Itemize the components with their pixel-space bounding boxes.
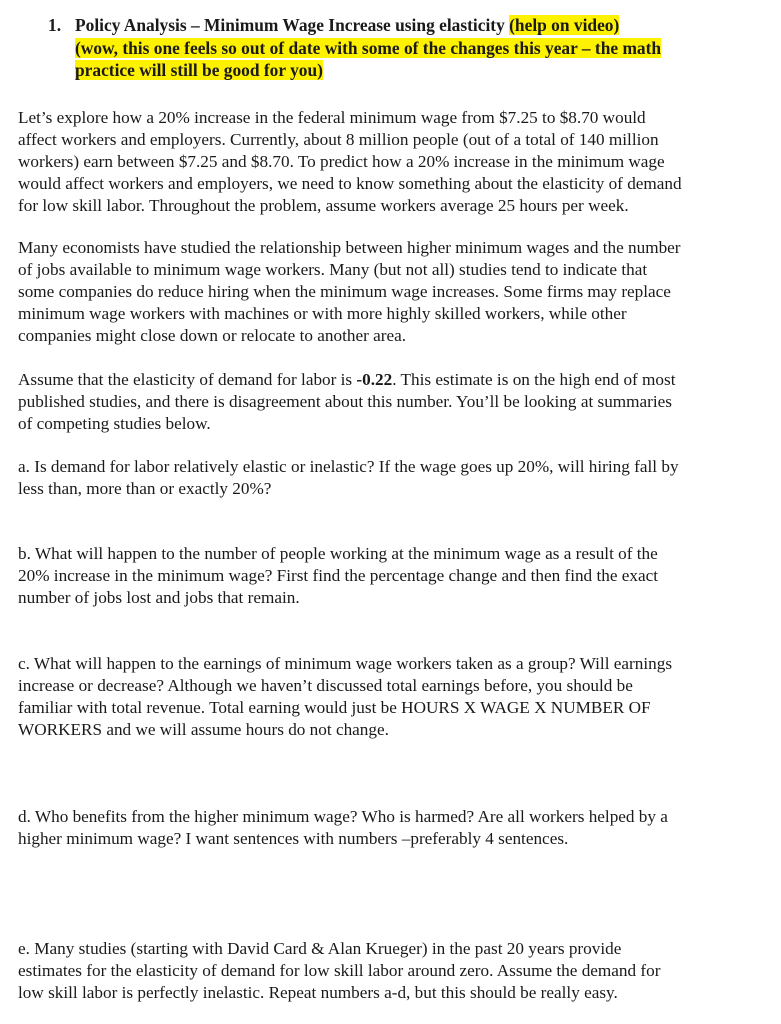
- intro-line: for low skill labor. Throughout the problem, assume workers average 25 hours per week.: [18, 196, 629, 216]
- assume-text-after: . This estimate is on the high end of most: [392, 370, 676, 389]
- question-b-line: number of jobs lost and jobs that remain.: [18, 588, 300, 608]
- assume-paragraph: [18, 369, 763, 435]
- question-d-line: higher minimum wage? I want sentences with numbers –preferably 4 sentences.: [18, 829, 569, 849]
- question-a-line: a. Is demand for labor relatively elastic or inelastic? If the wage goes up 20%, will hiring fall by: [18, 457, 679, 476]
- intro-line: affect workers and employers. Currently, about 8 million people (out of a total of 140 million: [18, 130, 659, 150]
- question-b-line: 20% increase in the minimum wage? First find the percentage change and then find the exact: [18, 566, 658, 586]
- help-on-video-highlight: (help on video): [509, 15, 620, 35]
- question-c-line: increase or decrease? Although we haven’t discussed total earnings before, you should be: [18, 676, 633, 696]
- economists-line: of jobs available to minimum wage workers. Many (but not all) studies tend to indicate that: [18, 260, 648, 280]
- heading-line-1: [75, 14, 755, 37]
- problem-number: 1.: [48, 15, 62, 35]
- assume-line-1: [18, 369, 763, 391]
- question-c-line: familiar with total revenue. Total earning would just be HOURS X WAGE X NUMBER OF: [18, 698, 651, 718]
- question-e-line: estimates for the elasticity of demand for low skill labor around zero. Assume the demand for: [18, 961, 661, 981]
- question-e-line: e. Many studies (starting with David Card & Alan Krueger) in the past 20 years provide: [18, 939, 622, 958]
- heading-line-2: [75, 37, 755, 60]
- assume-text-before: Assume that the elasticity of demand for labor is: [18, 370, 357, 389]
- heading-note-line-3: practice will still be good for you): [75, 60, 323, 80]
- assume-line: of competing studies below.: [18, 414, 211, 434]
- question-d-line: d. Who benefits from the higher minimum wage? Who is harmed? Are all workers helped by a: [18, 807, 668, 826]
- question-e: [18, 938, 763, 1004]
- economists-line: Many economists have studied the relationship between higher minimum wages and the number: [18, 238, 681, 257]
- intro-line: workers) earn between $7.25 and $8.70. To predict how a 20% increase in the minimum wage: [18, 152, 665, 172]
- question-a: [18, 456, 763, 500]
- question-c: [18, 653, 763, 741]
- question-d: [18, 806, 763, 850]
- heading-title: Policy Analysis – Minimum Wage Increase using elasticity: [75, 15, 510, 35]
- intro-paragraph: [18, 107, 763, 217]
- question-a-line: less than, more than or exactly 20%?: [18, 479, 272, 499]
- intro-line: would affect workers and employers, we need to know something about the elasticity of demand: [18, 174, 682, 194]
- question-c-line: c. What will happen to the earnings of minimum wage workers taken as a group? Will earnings: [18, 654, 673, 673]
- assume-line: published studies, and there is disagreement about this number. You’ll be looking at summaries: [18, 392, 672, 412]
- question-c-line: WORKERS and we will assume hours do not change.: [18, 720, 389, 740]
- economists-paragraph: [18, 237, 763, 347]
- question-b: [18, 543, 763, 609]
- economists-line: minimum wage workers with machines or with more highly skilled workers, while other: [18, 304, 627, 324]
- economists-line: companies might close down or relocate to another area.: [18, 326, 407, 346]
- question-b-line: b. What will happen to the number of people working at the minimum wage as a result of the: [18, 544, 658, 563]
- question-e-line: low skill labor is perfectly inelastic. Repeat numbers a-d, but this should be really easy.: [18, 983, 618, 1003]
- economists-line: some companies do reduce hiring when the minimum wage increases. Some firms may replace: [18, 282, 671, 302]
- intro-line: Let’s explore how a 20% increase in the federal minimum wage from $7.25 to $8.70 would: [18, 108, 646, 127]
- heading-line-3: [75, 59, 755, 82]
- elasticity-value: -0.22: [356, 370, 393, 389]
- heading-note-line-2: (wow, this one feels so out of date with some of the changes this year – the math: [75, 37, 662, 58]
